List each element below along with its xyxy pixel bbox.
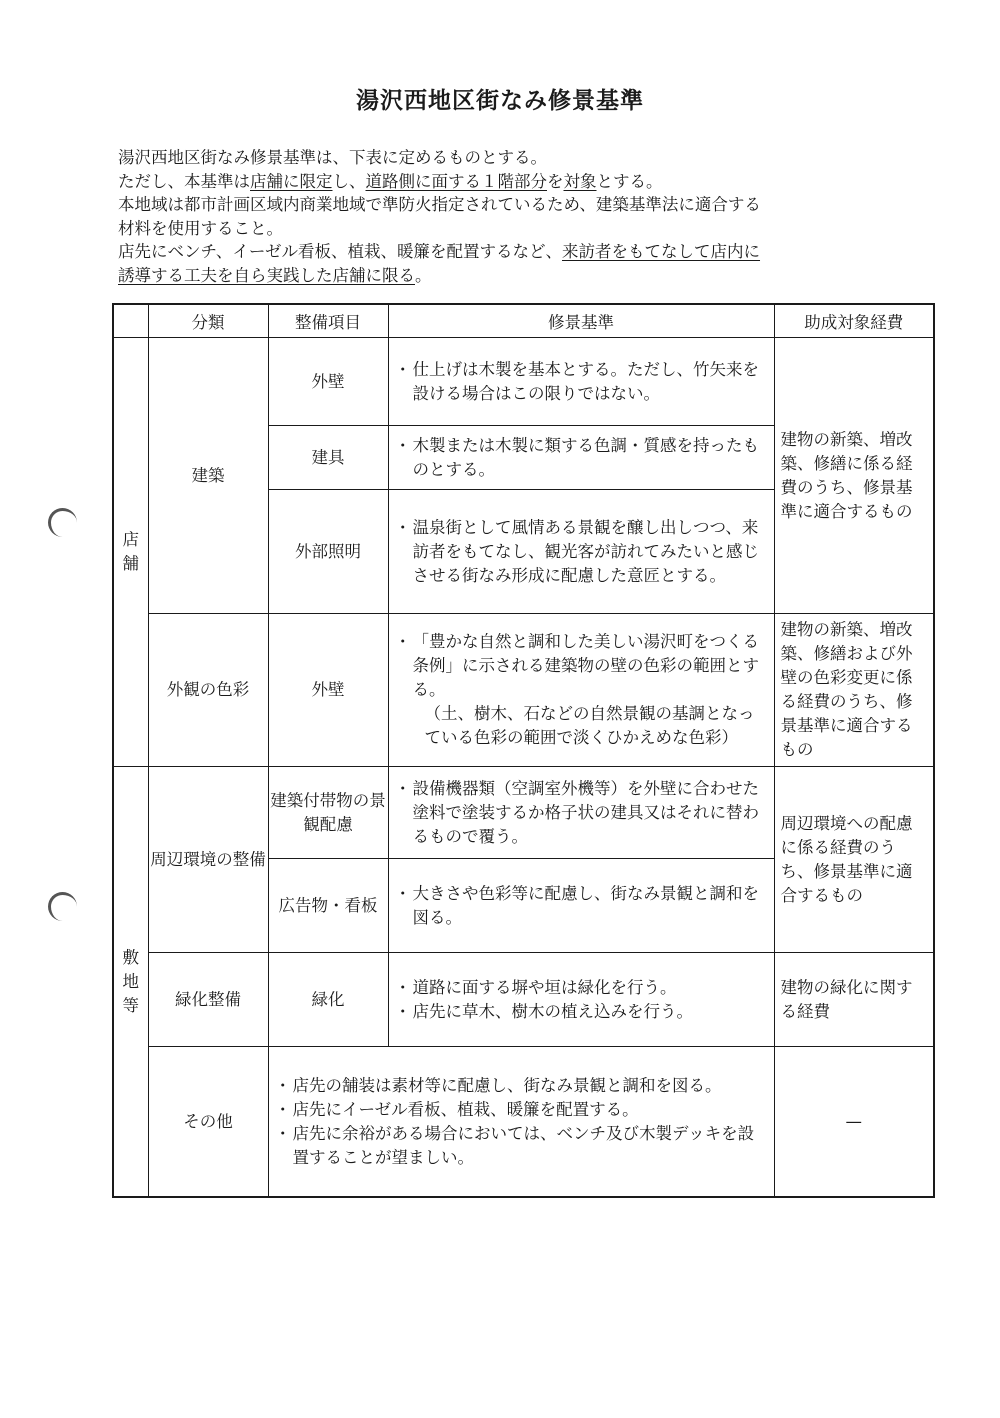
underlined-text: 店舗に限定 (250, 171, 333, 191)
subsidy-green: 建物の緑化に関する経費 (774, 953, 934, 1047)
item-kokoku: 広告物・看板 (268, 859, 388, 953)
list-item: ・ 店先の舗装は素材等に配慮し、街なみ景観と調和を図る。 (277, 1074, 768, 1098)
table-row (113, 338, 934, 426)
header-subsidy: 助成対象経費 (774, 304, 934, 338)
category-color: 外観の色彩 (148, 614, 268, 767)
subsidy-color: 建物の新築、増改築、修繕および外壁の色彩変更に係る経費のうち、修景基準に適合するもの (774, 614, 934, 767)
subsidy-kenchiku: 建物の新築、増改築、修繕に係る経費のうち、修景基準に適合するもの (774, 338, 934, 614)
item-tategu: 建具 (268, 426, 388, 490)
list-item: ・ 店先に余裕がある場合においては、ベンチ及び木製デッキを設置することが望ましい。 (277, 1122, 768, 1170)
standard-setsubi (388, 767, 774, 859)
list-item: ・ 道路に面する塀や垣は緑化を行う。 (397, 976, 768, 1000)
underlined-text: 対象 (563, 171, 597, 191)
standard-green (388, 953, 774, 1047)
list-item: ・ 店先に草木、樹木の植え込みを行う。 (397, 1000, 768, 1024)
item-gaiheki: 外壁 (268, 338, 388, 426)
subsidy-env: 周辺環境への配慮に係る経費のうち、修景基準に適合するもの (774, 767, 934, 953)
intro-line-6 (118, 264, 928, 288)
table-row (113, 767, 934, 859)
punch-hole-bottom (48, 892, 77, 921)
standard-color (388, 614, 774, 767)
group-site (113, 767, 148, 1198)
intro-line-3: 本地域は都市計画区域内商業地域で準防火指定されているため、建築基準法に適合する (118, 195, 761, 214)
intro-line-4: 材料を使用すること。 (118, 218, 283, 238)
standard-tategu (388, 426, 774, 490)
punch-hole-top (48, 508, 77, 537)
intro-text (118, 146, 928, 287)
intro-text-span: とする。 (596, 171, 663, 191)
table-row (113, 953, 934, 1047)
list-item (397, 630, 768, 750)
standard-color-note: （土、樹木、石などの自然景観の基調となっている色彩の範囲で淡くひかえめな色彩） (424, 704, 755, 747)
standard-other (268, 1047, 774, 1198)
intro-text-span: ただし、本基準は (118, 171, 250, 191)
standard-kokoku (388, 859, 774, 953)
item-setsubi: 建築付帯物の景観配慮 (268, 767, 388, 859)
item-color-gaiheki: 外壁 (268, 614, 388, 767)
list-item: ・ 大きさや色彩等に配慮し、街なみ景観と調和を図る。 (397, 882, 768, 930)
list-item: ・ 木製または木製に類する色調・質感を持ったものとする。 (397, 434, 768, 482)
intro-line-1: 湯沢西地区街なみ修景基準は、下表に定めるものとする。 (118, 148, 547, 167)
underlined-text: 来訪者をもてなして店内に (562, 242, 761, 261)
intro-line-2 (118, 170, 928, 194)
standards-table (112, 303, 935, 1198)
category-kenchiku: 建築 (148, 338, 268, 614)
standard-gaiheki (388, 338, 774, 426)
table-row (113, 614, 934, 767)
table-header-row (113, 304, 934, 338)
list-item: ・ 店先にイーゼル看板、植栽、暖簾を配置する。 (277, 1098, 768, 1122)
standard-color-text: 「豊かな自然と調和した美しい湯沢町をつくる条例」に示される建築物の壁の色彩の範囲とする。 (412, 632, 759, 699)
intro-text-span: し、 (332, 171, 366, 191)
group-store-label: 店舗 (122, 530, 139, 573)
list-item: ・ 温泉街として風情ある景観を醸し出しつつ、来訪者をもてなし、観光客が訪れてみたいと感じさせる街なみ形成に配慮した意匠とする。 (397, 516, 768, 588)
category-green: 緑化整備 (148, 953, 268, 1047)
subsidy-other: — (774, 1047, 934, 1198)
intro-text-span: 。 (415, 265, 432, 285)
list-item: ・ 仕上げは木製を基本とする。ただし、竹矢来を設ける場合はこの限りではない。 (397, 358, 768, 406)
page-title: 湯沢西地区街なみ修景基準 (356, 88, 644, 114)
item-shomei: 外部照明 (268, 490, 388, 614)
table-row (113, 1047, 934, 1198)
header-standard: 修景基準 (388, 304, 774, 338)
intro-text-span: 店先にベンチ、イーゼル看板、植栽、暖簾を配置するなど、 (118, 242, 563, 261)
group-store (113, 338, 148, 767)
underlined-text: 誘導する工夫を自ら実践した店舗に限る (118, 265, 415, 285)
header-blank (113, 304, 148, 338)
category-env: 周辺環境の整備 (148, 767, 268, 953)
standard-shomei (388, 490, 774, 614)
item-green: 緑化 (268, 953, 388, 1047)
category-other: その他 (148, 1047, 268, 1198)
header-item: 整備項目 (268, 304, 388, 338)
intro-text-span: を (547, 171, 564, 191)
group-site-label: 敷地等 (122, 947, 139, 1015)
header-category: 分類 (148, 304, 268, 338)
list-item: ・ 設備機器類（空調室外機等）を外壁に合わせた塗料で塗装するか格子状の建具又はそれに替わるもので覆う。 (397, 777, 768, 849)
underlined-text: 道路側に面する１階部分 (365, 171, 547, 191)
intro-line-5 (118, 240, 928, 264)
